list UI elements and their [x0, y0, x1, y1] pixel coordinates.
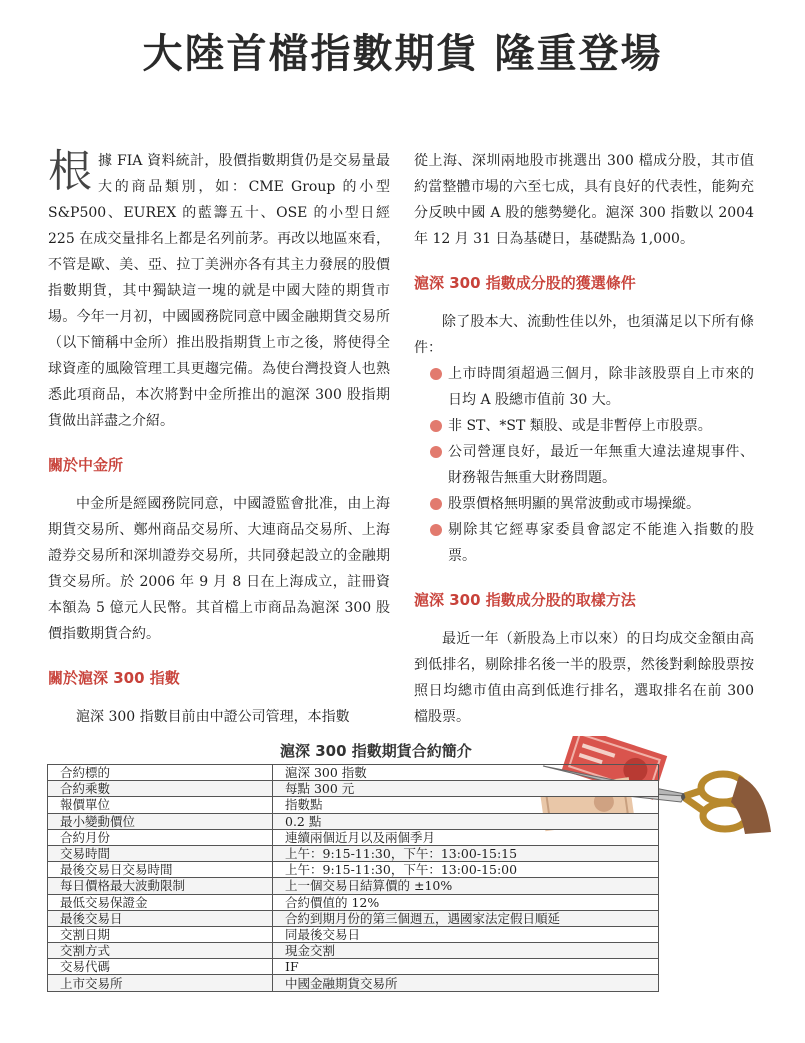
- table-row: 合約月份 連續兩個近月以及兩個季月: [48, 829, 659, 845]
- table-row: 合約乘數 每點 300 元: [48, 781, 659, 797]
- criteria-list: [414, 361, 754, 569]
- table-row: 最後交易日 合約到期月份的第三個週五，遇國家法定假日順延: [48, 910, 659, 926]
- criteria-intro: 除了股本大、流動性佳以外，也須滿足以下所有條件：: [414, 314, 754, 356]
- list-item: 股票價格無明顯的異常波動或市場操縱。: [414, 491, 754, 517]
- heading-sampling-method: 滬深 300 指數成分股的取樣方法: [414, 591, 636, 609]
- table-row: 每日價格最大波動限制 上一個交易日結算價的 ±10%: [48, 878, 659, 894]
- table-row: 報價單位 指數點: [48, 797, 659, 813]
- heading-selection-criteria: 滬深 300 指數成分股的獲選條件: [414, 274, 636, 292]
- bullet-icon: [430, 524, 442, 536]
- table-row: 交割方式 現金交割: [48, 943, 659, 959]
- right-column: [414, 148, 754, 730]
- bullet-icon: [430, 498, 442, 510]
- table-row: 上市交易所 中國金融期貨交易所: [48, 975, 659, 991]
- table-row: 交易時間 上午：9:15-11:30，下午：13:00-15:15: [48, 845, 659, 861]
- list-item: 非 ST、*ST 類股、或是非暫停上市股票。: [414, 413, 754, 439]
- list-item: 上市時間須超過三個月，除非該股票自上市來的日均 A 股總市值前 30 大。: [414, 361, 754, 413]
- left-column: [48, 148, 390, 730]
- sampling-paragraph: 最近一年（新股為上市以來）的日均成交金額由高到低排名，剔除排名後一半的股票，然後對剩餘股票按照日均總市值由高到低進行排名，選取排名在前 300 檔股票。: [414, 631, 754, 725]
- bullet-icon: [430, 446, 442, 458]
- contract-spec-table: [47, 764, 659, 992]
- table-row: 最小變動價位 0.2 點: [48, 813, 659, 829]
- bullet-icon: [430, 420, 442, 432]
- page-title: 大陸首檔指數期貨 隆重登場: [142, 31, 663, 77]
- bullet-icon: [430, 368, 442, 380]
- csi300-continued-paragraph: 從上海、深圳兩地股市挑選出 300 檔成分股，其市值約當整體市場的六至七成，具有良好的代表性，能夠充分反映中國 A 股的態勢變化。滬深 300 指數以 2004 年 12 月 31 日為基礎日，基礎點為 1,000。: [414, 153, 754, 247]
- intro-paragraph: [48, 148, 390, 434]
- dropcap: 根: [48, 146, 92, 197]
- table-row: 最後交易日交易時間 上午：9:15-11:30，下午：13:00-15:00: [48, 862, 659, 878]
- table-row: 交割日期 同最後交易日: [48, 926, 659, 942]
- table-title: 滬深 300 指數期貨合約簡介: [280, 742, 472, 760]
- intro-text: 據 FIA 資料統計，股價指數期貨仍是交易量最大的商品類別，如：CME Group 的小型 S&P500、EUREX 的藍籌五十、OSE 的小型日經 225 在成交量排名上都是名列前茅。再改以地區來看，不管是歐、美、亞、拉丁美洲亦各有其主力發展的股價指數期貨，其中獨缺這一塊的就是中國大陸的期貨市場。今年一月初，中國國務院同意中國金融期貨交易所（以下簡稱中金所）推出股指期貨上市之後，將使得全球資產的風險管理工具更趨完備。為使台灣投資人也熟悉此項商品，本次將對中金所推出的滬深 300 股指期貨做出詳盡之介紹。: [48, 153, 390, 429]
- heading-about-csi300: 關於滬深 300 指數: [48, 669, 180, 687]
- cffex-paragraph: 中金所是經國務院同意，中國證監會批准，由上海期貨交易所、鄭州商品交易所、大連商品交易所、上海證券交易所和深圳證券交易所，共同發起設立的金融期貨交易所。於 2006 年 9 月 8 日在上海成立，註冊資本額為 5 億元人民幣。其首檔上市商品為滬深 300 股價指數期貨合約。: [48, 496, 390, 642]
- heading-about-cffex: 關於中金所: [48, 456, 124, 474]
- table-row: 最低交易保證金 合約價值的 12%: [48, 894, 659, 910]
- table-row: 合約標的 滬深 300 指數: [48, 765, 659, 781]
- csi300-paragraph: 滬深 300 指數目前由中證公司管理，本指數: [76, 709, 350, 725]
- list-item: 剔除其它經專家委員會認定不能進入指數的股票。: [414, 517, 754, 569]
- list-item: 公司營運良好，最近一年無重大違法違規事件、財務報告無重大財務問題。: [414, 439, 754, 491]
- table-row: 交易代碼 IF: [48, 959, 659, 975]
